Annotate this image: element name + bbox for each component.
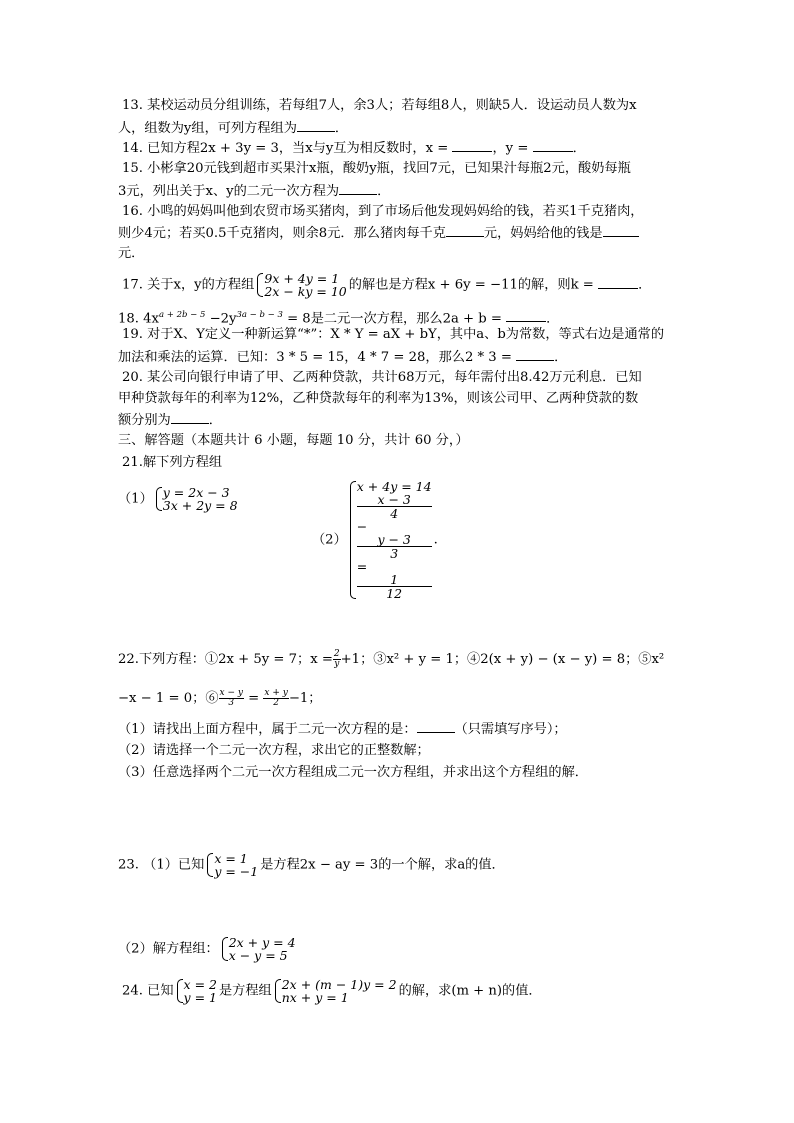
- q22-sub1-end: （只需填写序号）；: [454, 722, 567, 737]
- q22-text: 22.下列方程：①2x + 5y = 7；x =: [118, 652, 333, 667]
- equation: x = 1: [214, 851, 248, 866]
- question-22-line1: [118, 650, 664, 669]
- q14-end: ．: [572, 141, 586, 156]
- numerator: x + y: [264, 688, 288, 698]
- q16-text4: 元．: [118, 246, 145, 261]
- operator: −: [356, 519, 368, 534]
- part-label: （1）: [118, 491, 153, 507]
- equation: x + 4y = 14: [356, 479, 432, 494]
- question-22-line2: [118, 689, 321, 708]
- section-title: 三、解答题（本题共计 6 小题，每题 10 分，共计 60 分，）: [118, 433, 469, 448]
- equation-system: [221, 936, 296, 962]
- denominator: 3: [390, 546, 399, 561]
- equation: 9x + 4y = 1: [264, 271, 340, 286]
- exponent: a + 2b − 5: [159, 310, 206, 320]
- denominator: 3: [228, 698, 235, 708]
- question-16-line1: [122, 203, 644, 221]
- question-15-line2: [118, 182, 390, 201]
- operator: =: [356, 559, 368, 574]
- question-13-line2: [118, 119, 348, 138]
- question-20-line1: [122, 369, 642, 387]
- equation-system: [274, 978, 397, 1004]
- q17-text: 17. 关于x，y的方程组: [122, 277, 255, 293]
- question-15-line1: [122, 160, 631, 178]
- equation: 2x + y = 4: [228, 935, 296, 950]
- q21-end: .: [433, 532, 438, 548]
- answer-blank[interactable]: [598, 276, 638, 289]
- fraction: [333, 650, 341, 669]
- question-23-part2: [118, 936, 298, 962]
- fraction: [219, 689, 244, 708]
- question-19-line1: [122, 326, 664, 344]
- q22-text3: −x − 1 = 0；⑥: [118, 691, 219, 706]
- equation: 2x + (m − 1)y = 2: [281, 977, 397, 992]
- q16-text2: 则少4元；若买0.5千克猪肉，则余8元．那么猪肉每千克: [118, 226, 446, 241]
- q18-mid: −2y: [205, 311, 237, 327]
- answer-blank-y[interactable]: [533, 139, 573, 152]
- equation: y = 1: [183, 990, 217, 1005]
- question-17: [122, 272, 651, 298]
- part-label: （2）: [312, 532, 347, 548]
- q21-title: 21.解下列方程组: [122, 455, 223, 470]
- equation: nx + y = 1: [281, 990, 349, 1005]
- q18-end: ．: [546, 311, 560, 327]
- question-21-title: [122, 454, 222, 472]
- q15-text2: 3元，列出关于x、y的二元一次方程为: [118, 184, 340, 199]
- q17-end: ．: [638, 277, 652, 293]
- exponent: 3a − b − 3: [236, 310, 283, 320]
- question-19-line2: [118, 348, 567, 367]
- q14-text: 14. 已知方程2x + 3y = 3，当x与y互为相反数时，x =: [122, 141, 449, 156]
- denominator: 12: [386, 586, 403, 601]
- q20-text2: 甲种贷款每年的利率为12%，乙种贷款每年的利率为13%，则该公司甲、乙两种贷款的数: [118, 391, 639, 406]
- q16-text: 16. 小鸣的妈妈叫他到农贸市场买猪肉，到了市场后他发现妈妈给的钱，若买1千克猪肉，: [122, 204, 644, 219]
- q17-post: 的解也是方程x + 6y = −11的解，则k =: [348, 277, 594, 293]
- question-22-sub1: [118, 720, 567, 739]
- question-21-part2: [312, 480, 438, 600]
- numerator: y − 3: [357, 533, 432, 547]
- equation: 2x − ky = 10: [264, 284, 347, 299]
- q15-end: ．: [377, 184, 391, 199]
- q19-end: ．: [554, 350, 568, 365]
- equation-system: [256, 272, 346, 298]
- answer-blank[interactable]: [339, 182, 377, 195]
- q23-part2-label: （2）解方程组：: [118, 941, 219, 957]
- q24-text: 24. 已知: [122, 983, 174, 999]
- q18-post: = 8是二元一次方程，那么2a + b =: [282, 311, 502, 327]
- equation: x = 2: [183, 977, 217, 992]
- q13-end: ．: [334, 121, 349, 136]
- q22-sub1-text: （1）请找出上面方程中，属于二元一次方程的是：: [118, 722, 417, 737]
- answer-blank[interactable]: [417, 720, 455, 733]
- question-22-sub3: [118, 764, 588, 782]
- numerator: x − 3: [357, 493, 432, 507]
- denominator: y: [334, 659, 340, 669]
- q20-end: ．: [208, 413, 222, 428]
- equation-system: [176, 978, 217, 1004]
- answer-blank[interactable]: [506, 309, 546, 322]
- question-16-line2: [118, 224, 639, 243]
- q24-post: 的解，求(m + n)的值．: [398, 983, 542, 999]
- denominator: 2: [273, 698, 279, 708]
- answer-blank[interactable]: [171, 411, 209, 424]
- equation: y = 2x − 3: [162, 485, 230, 500]
- question-24: [122, 978, 542, 1004]
- equation: 3x + 2y = 8: [162, 498, 238, 513]
- q22-text4: −1；: [288, 691, 322, 706]
- section-heading: [118, 432, 469, 450]
- equation-system: [206, 852, 258, 878]
- answer-blank[interactable]: [516, 348, 554, 361]
- question-20-line2: [118, 390, 638, 408]
- answer-blank-price[interactable]: [446, 224, 484, 237]
- q20-text3: 额分别为: [118, 413, 171, 428]
- q22-sub3-text: （3）任意选择两个二元一次方程组成二元一次方程组，并求出这个方程组的解．: [118, 765, 588, 780]
- q22-text2: +1；③x² + y = 1；④2(x + y) − (x − y) = 8；⑤x²: [340, 652, 665, 667]
- q13-text: 13. 某校运动员分组训练，若每组7人，余3人；若每组8人，则缺5人．设运动员人数为x: [122, 98, 637, 113]
- numerator: x − y: [219, 688, 243, 698]
- numerator: 2: [333, 649, 340, 659]
- q18-text: 18. 4x: [118, 311, 159, 327]
- q15-text: 15. 小彬拿20元钱到超市买果汁x瓶，酸奶y瓶，找回7元，已知果汁每瓶2元，酸奶每瓶: [122, 161, 631, 176]
- q23-post: 是方程2x − ay = 3的一个解，求a的值．: [260, 857, 505, 873]
- q13-text2: 人，组数为y组，可列方程组为: [118, 121, 297, 136]
- question-23-part1: [118, 852, 505, 878]
- answer-blank[interactable]: [297, 119, 335, 132]
- q19-text2: 加法和乘法的运算．已知：3 * 5 = 15，4 * 7 = 28，那么2 * 3 =: [118, 350, 512, 365]
- numerator: 1: [357, 573, 432, 587]
- question-22-sub2: [118, 742, 430, 760]
- equation-system: [155, 486, 238, 512]
- question-16-line3: [118, 245, 144, 263]
- fraction: [263, 689, 288, 708]
- fraction: [357, 573, 432, 600]
- answer-blank-x[interactable]: [452, 139, 492, 152]
- answer-blank-money[interactable]: [603, 224, 639, 237]
- question-20-line3: [118, 411, 222, 430]
- question-14: [122, 139, 586, 158]
- q23-text: 23. （1）已知: [118, 857, 205, 873]
- q19-text: 19. 对于X、Y定义一种新运算“*”：X * Y = aX + bY，其中a、b为常数，等式右边是通常的: [122, 327, 665, 342]
- fraction: [357, 533, 432, 560]
- question-21-part1: [118, 486, 240, 512]
- q22-sub2-text: （2）请选择一个二元一次方程，求出它的正整数解；: [118, 743, 430, 758]
- q24-mid: 是方程组: [218, 983, 272, 999]
- equation-system: [349, 480, 432, 600]
- q16-text3: 元，妈妈给他的钱是: [483, 226, 603, 241]
- question-13-line1: [122, 97, 637, 115]
- equation: y = −1: [214, 864, 259, 879]
- q14-mid: ，y =: [492, 141, 529, 156]
- q20-text: 20. 某公司向银行申请了甲、乙两种贷款，共计68万元，每年需付出8.42万元利息．已知: [122, 370, 642, 385]
- fraction: [357, 493, 432, 520]
- equation-fractions: [357, 493, 432, 600]
- equation: x − y = 5: [228, 948, 288, 963]
- operator: =: [243, 691, 264, 706]
- denominator: 4: [390, 506, 399, 521]
